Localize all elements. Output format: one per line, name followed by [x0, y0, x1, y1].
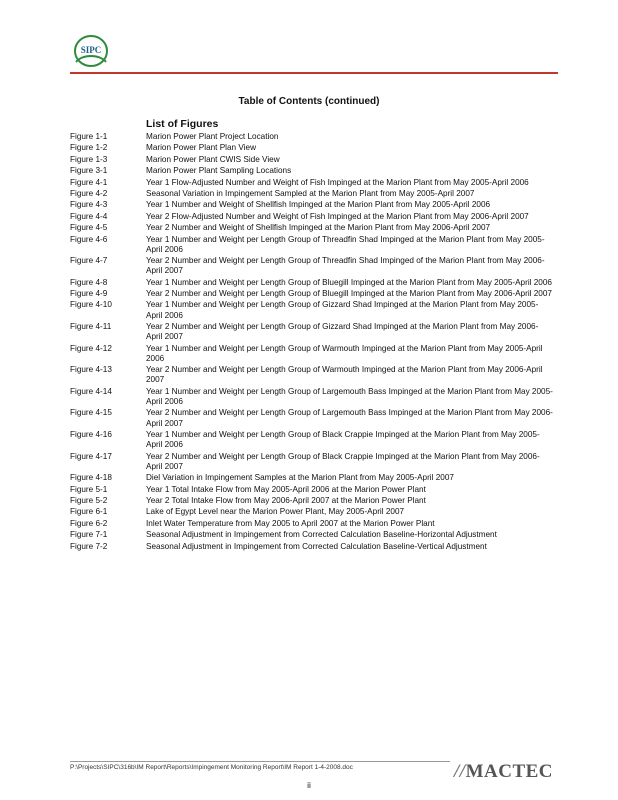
- list-item: [70, 189, 554, 199]
- list-item: [70, 300, 554, 320]
- figure-number: Figure 4-1: [70, 177, 108, 187]
- figure-caption: Year 2 Total Intake Flow from May 2006-April 2007 at the Marion Power Plant: [146, 496, 426, 506]
- figure-caption: Year 2 Number and Weight per Length Group of Bluegill Impinged at the Marion Plant from May 2006-April 2007: [146, 289, 552, 299]
- list-item: [70, 430, 554, 450]
- list-item: [70, 408, 554, 428]
- list-item: [70, 143, 554, 153]
- list-item: [70, 485, 554, 495]
- figure-number: Figure 4-8: [70, 277, 108, 287]
- logo-slash-icon: //: [454, 761, 466, 782]
- figure-caption: Year 1 Number and Weight per Length Group of Threadfin Shad Impinged at the Marion Plant from May 2005-April 2006: [146, 234, 545, 254]
- figure-number: Figure 1-2: [70, 143, 108, 153]
- figure-number: Figure 4-12: [70, 343, 112, 353]
- figure-number: Figure 1-3: [70, 154, 108, 164]
- list-item: [70, 289, 554, 299]
- figure-caption: Year 2 Number and Weight per Length Group of Gizzard Shad Impinged at the Marion Plant from May 2006-April 2007: [146, 322, 539, 342]
- list-item: [70, 235, 554, 255]
- list-item: [70, 344, 554, 364]
- list-item: [70, 155, 554, 165]
- footer-rule: [70, 761, 450, 762]
- figure-number: Figure 4-18: [70, 473, 112, 483]
- figure-caption: Year 1 Number and Weight per Length Group of Black Crappie Impinged at the Marion Plant from May 2005-April 2006: [146, 430, 540, 450]
- list-item: [70, 212, 554, 222]
- figure-caption: Diel Variation in Impingement Samples at the Marion Plant from May 2005-April 2007: [146, 473, 454, 483]
- figure-caption: Year 2 Number and Weight per Length Group of Largemouth Bass Impinged at the Marion Plant from May 2006-April 2007: [146, 408, 553, 428]
- figure-caption: Seasonal Variation in Impingement Sampled at the Marion Plant from May 2005-April 2007: [146, 188, 475, 198]
- figure-number: Figure 4-17: [70, 451, 112, 461]
- figure-caption: Marion Power Plant Sampling Locations: [146, 166, 292, 176]
- footer-path: P:\Projects\SIPC\316b\IM Report\Reports\Impingement Monitoring Report\IM Report 1-4-2008.doc: [70, 764, 353, 771]
- list-item: [70, 519, 554, 529]
- figure-number: Figure 7-2: [70, 541, 108, 551]
- figure-caption: Year 1 Number and Weight per Length Group of Largemouth Bass Impinged at the Marion Plant from May 2005-April 2006: [146, 386, 553, 407]
- sipc-logo: [70, 32, 112, 70]
- list-item: [70, 200, 554, 210]
- figure-number: Figure 6-1: [70, 507, 108, 517]
- figure-number: Figure 4-4: [70, 211, 108, 221]
- figure-caption: Year 1 Number and Weight per Length Group of Gizzard Shad Impinged at the Marion Plant from May 2005-April 2006: [146, 300, 539, 320]
- list-item: [70, 496, 554, 506]
- page-number: ii: [307, 780, 311, 790]
- list-item: [70, 542, 554, 552]
- figure-number: Figure 4-2: [70, 188, 108, 198]
- figure-caption: Year 1 Flow-Adjusted Number and Weight of Fish Impinged at the Marion Plant from May 2005-April 2006: [146, 177, 529, 187]
- figure-number: Figure 6-2: [70, 518, 108, 528]
- figure-caption: Inlet Water Temperature from May 2005 to April 2007 at the Marion Power Plant: [146, 518, 435, 528]
- figure-caption: Year 1 Number and Weight per Length Group of Warmouth Impinged at the Marion Plant from May 2005-April 2006: [146, 343, 543, 363]
- figure-caption: Year 2 Flow-Adjusted Number and Weight of Fish Impinged at the Marion Plant from May 2006-April 2007: [146, 211, 529, 221]
- list-item: [70, 132, 554, 142]
- figure-caption: Year 2 Number and Weight per Length Group of Threadfin Shad Impinged of the Marion Plant from May 2006-April 2007: [146, 256, 545, 276]
- figure-caption: Year 2 Number and Weight per Length Group of Warmouth Impinged at the Marion Plant from May 2006-April 2007: [146, 365, 543, 385]
- list-heading: List of Figures: [146, 118, 219, 130]
- figure-number: Figure 3-1: [70, 166, 108, 176]
- list-item: [70, 322, 554, 342]
- figure-number: Figure 4-6: [70, 234, 108, 244]
- figure-number: Figure 4-14: [70, 386, 112, 396]
- list-item: [70, 452, 554, 472]
- figure-caption: Marion Power Plant Project Location: [146, 132, 279, 141]
- figure-number: Figure 4-5: [70, 223, 108, 233]
- figure-caption: Marion Power Plant Plan View: [146, 143, 256, 153]
- list-item: [70, 530, 554, 540]
- figure-number: Figure 1-1: [70, 132, 108, 141]
- figure-caption: Year 2 Number and Weight of Shellfish Impinged at the Marion Plant from May 2006-April 2007: [146, 223, 491, 233]
- figure-number: Figure 4-9: [70, 289, 108, 299]
- list-item: [70, 256, 554, 276]
- list-item: [70, 178, 554, 188]
- list-item: [70, 278, 554, 288]
- list-item: [70, 473, 554, 483]
- list-item: [70, 166, 554, 176]
- figure-caption: Year 1 Total Intake Flow from May 2005-April 2006 at the Marion Power Plant: [146, 484, 426, 494]
- figure-number: Figure 4-11: [70, 322, 112, 332]
- list-item: [70, 387, 554, 407]
- figure-caption: Year 1 Number and Weight of Shellfish Impinged at the Marion Plant from May 2005-April 2006: [146, 200, 491, 210]
- figure-list: [70, 132, 554, 553]
- figure-caption: Seasonal Adjustment in Impingement from Corrected Calculation Baseline-Vertical Adjustment: [146, 541, 487, 551]
- logo-text: SIPC: [80, 45, 102, 55]
- header-rule: [70, 72, 558, 74]
- list-item: [70, 223, 554, 233]
- figure-caption: Year 2 Number and Weight per Length Group of Black Crappie Impinged at the Marion Plant from May 2006-April 2007: [146, 451, 540, 471]
- figure-number: Figure 4-15: [70, 408, 112, 418]
- brand-text: MACTEC: [465, 761, 554, 782]
- list-item: [70, 365, 554, 385]
- figure-caption: Lake of Egypt Level near the Marion Power Plant, May 2005-April 2007: [146, 507, 405, 517]
- figure-caption: Seasonal Adjustment in Impingement from Corrected Calculation Baseline-Horizontal Adjustment: [146, 530, 497, 540]
- figure-number: Figure 4-10: [70, 300, 112, 310]
- figure-number: Figure 4-13: [70, 365, 112, 375]
- figure-caption: Year 1 Number and Weight per Length Group of Bluegill Impinged at the Marion Plant from May 2005-April 2006: [146, 277, 552, 287]
- list-item: [70, 507, 554, 517]
- figure-number: Figure 4-7: [70, 256, 108, 266]
- figure-caption: Marion Power Plant CWIS Side View: [146, 154, 280, 164]
- page-title: Table of Contents (continued): [238, 96, 380, 107]
- figure-number: Figure 4-16: [70, 430, 112, 440]
- figure-number: Figure 7-1: [70, 530, 108, 540]
- figure-number: Figure 5-2: [70, 496, 108, 506]
- figure-number: Figure 4-3: [70, 200, 108, 210]
- figure-number: Figure 5-1: [70, 484, 108, 494]
